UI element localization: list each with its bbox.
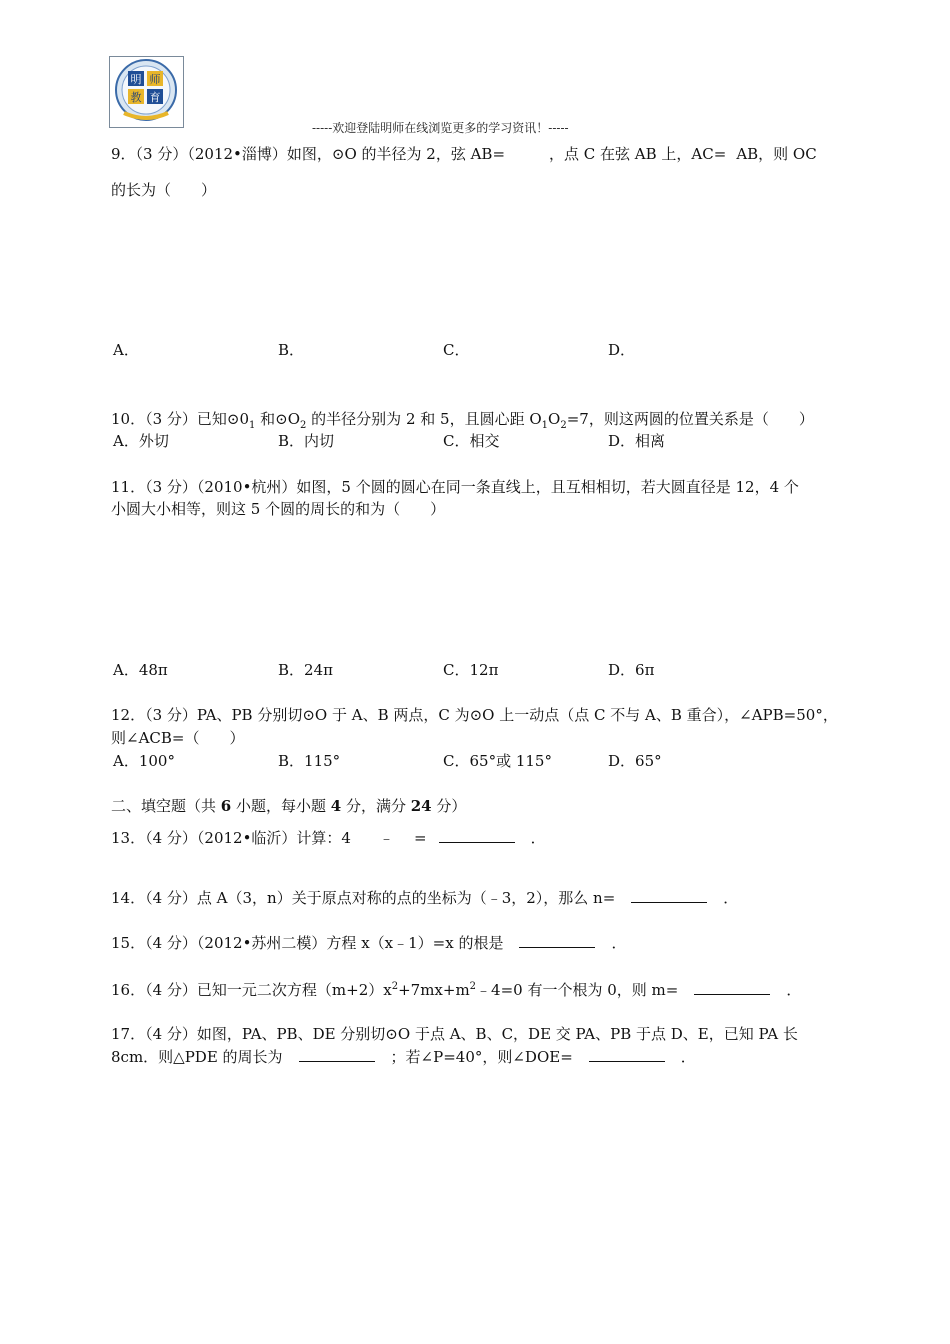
logo-char-3: 教 [130, 91, 142, 104]
q10-text-4: O [548, 410, 561, 428]
q16-sup-2: 2 [469, 981, 477, 992]
q14-answer-blank[interactable] [631, 888, 707, 903]
q14-text: 14．（4 分）点 A（3，n）关于原点对称的点的坐标为（﹣3，2），那么 n= [111, 889, 616, 907]
q13-period: ． [530, 829, 546, 847]
question-11-line-2: 小圆大小相等，则这 5 个圆的周长的和为（ ） [111, 500, 446, 518]
q9-option-c: C． [443, 341, 470, 359]
section-2-total: 24 [410, 797, 432, 815]
question-10-line-1 [111, 409, 814, 429]
q13-text-a: 13．（4 分）（2012•临沂）计算：4 [111, 829, 351, 847]
header-note: -----欢迎登陆明师在线浏览更多的学习资讯！----- [312, 121, 569, 135]
q11-option-b: B．24π [278, 661, 333, 679]
question-12-line-1: 12．（3 分）PA、PB 分别切⊙O 于 A、B 两点，C 为⊙O 上一动点（点 C 不与 A、B 重合），∠APB=50°， [111, 706, 838, 724]
section-2-points-each: 4 [330, 797, 342, 815]
q16-period: ． [786, 981, 802, 999]
q10-sub-3: 1 [541, 420, 549, 431]
question-15 [111, 933, 626, 953]
q13-minus: ﹣ [378, 829, 394, 847]
q10-option-a: A．外切 [113, 432, 169, 450]
q11-option-d: D．6π [608, 661, 655, 679]
question-12-line-2: 则∠ACB=（ ） [111, 729, 245, 747]
q10-option-d: D．相离 [608, 432, 666, 450]
q10-text-2: 和⊙O [255, 410, 301, 428]
q17-period: ． [680, 1048, 696, 1066]
section-2-text-d: 分） [431, 797, 467, 815]
logo-char-4: 育 [149, 91, 161, 104]
question-9-line-1 [111, 144, 817, 164]
q15-period: ． [611, 934, 627, 952]
q10-text-1: 10．（3 分）已知⊙0 [111, 410, 250, 428]
q10-option-c: C．相交 [443, 432, 500, 450]
q10-sub-2: 2 [300, 420, 307, 431]
q13-equals: = [413, 829, 427, 847]
q10-option-b: B．内切 [278, 432, 335, 450]
section-2-count: 6 [220, 797, 232, 815]
q11-option-c: C．12π [443, 661, 499, 679]
q12-option-c: C．65°或 115° [443, 752, 552, 770]
q10-sub-1: 1 [249, 420, 256, 431]
q10-text-3: 的半径分别为 2 和 5，且圆心距 O [306, 410, 542, 428]
q12-option-b: B．115° [278, 752, 341, 770]
q17-answer-blank-2[interactable] [589, 1047, 665, 1062]
q12-option-d: D．65° [608, 752, 662, 770]
logo-char-1: 明 [130, 73, 142, 86]
question-11-line-1: 11．（3 分）（2010•杭州）如图，5 个圆的圆心在同一条直线上，且互相相切，若大圆直径是 12，4 个 [111, 478, 799, 496]
section-2-text-c: 分，满分 [341, 797, 411, 815]
q9-text-a: 9．（3 分）（2012•淄博）如图，⊙O 的半径为 2，弦 AB= [111, 145, 506, 163]
q12-option-a: A．100° [113, 752, 175, 770]
question-16 [111, 980, 801, 1000]
q16-answer-blank[interactable] [694, 980, 770, 995]
logo-emblem-icon [110, 57, 183, 127]
q10-sub-4: 2 [560, 420, 567, 431]
q13-answer-blank[interactable] [439, 828, 515, 843]
q15-answer-blank[interactable] [519, 933, 595, 948]
q14-period: ． [723, 889, 739, 907]
q16-sup-1: 2 [391, 981, 399, 992]
q9-option-d: D． [608, 341, 636, 359]
section-2-heading [111, 796, 466, 816]
q9-option-a: A． [113, 341, 139, 359]
question-17-line-2 [111, 1047, 696, 1067]
q9-option-b: B． [278, 341, 305, 359]
q16-text-c: ﹣4=0 有一个根为 0，则 m= [476, 981, 679, 999]
section-2-text-b: 小题，每小题 [231, 797, 331, 815]
q17-answer-blank-1[interactable] [299, 1047, 375, 1062]
q11-option-a: A．48π [113, 661, 168, 679]
logo-char-2: 师 [149, 73, 161, 86]
q9-text-b: ，点 C 在弦 AB 上，AC= [549, 145, 727, 163]
school-logo [109, 56, 184, 128]
question-9-line-2: 的长为（ ） [111, 181, 217, 199]
q17-text-a: 8cm．则△PDE 的周长为 [111, 1048, 283, 1066]
q16-text-a: 16．（4 分）已知一元二次方程（m+2）x [111, 981, 392, 999]
section-2-text-a: 二、填空题（共 [111, 797, 221, 815]
question-17-line-1: 17．（4 分）如图，PA、PB、DE 分别切⊙O 于点 A、B、C，DE 交 PA、PB 于点 D、E，已知 PA 长 [111, 1025, 798, 1043]
q15-text: 15．（4 分）（2012•苏州二模）方程 x（x﹣1）=x 的根是 [111, 934, 504, 952]
q16-text-b: +7mx+m [398, 981, 470, 999]
question-14 [111, 888, 738, 908]
q10-text-5: =7，则这两圆的位置关系是（ ） [566, 410, 814, 428]
q9-text-c: AB，则 OC [736, 145, 817, 163]
q17-text-b: ；若∠P=40°，则∠DOE= [390, 1048, 573, 1066]
question-13 [111, 828, 546, 848]
